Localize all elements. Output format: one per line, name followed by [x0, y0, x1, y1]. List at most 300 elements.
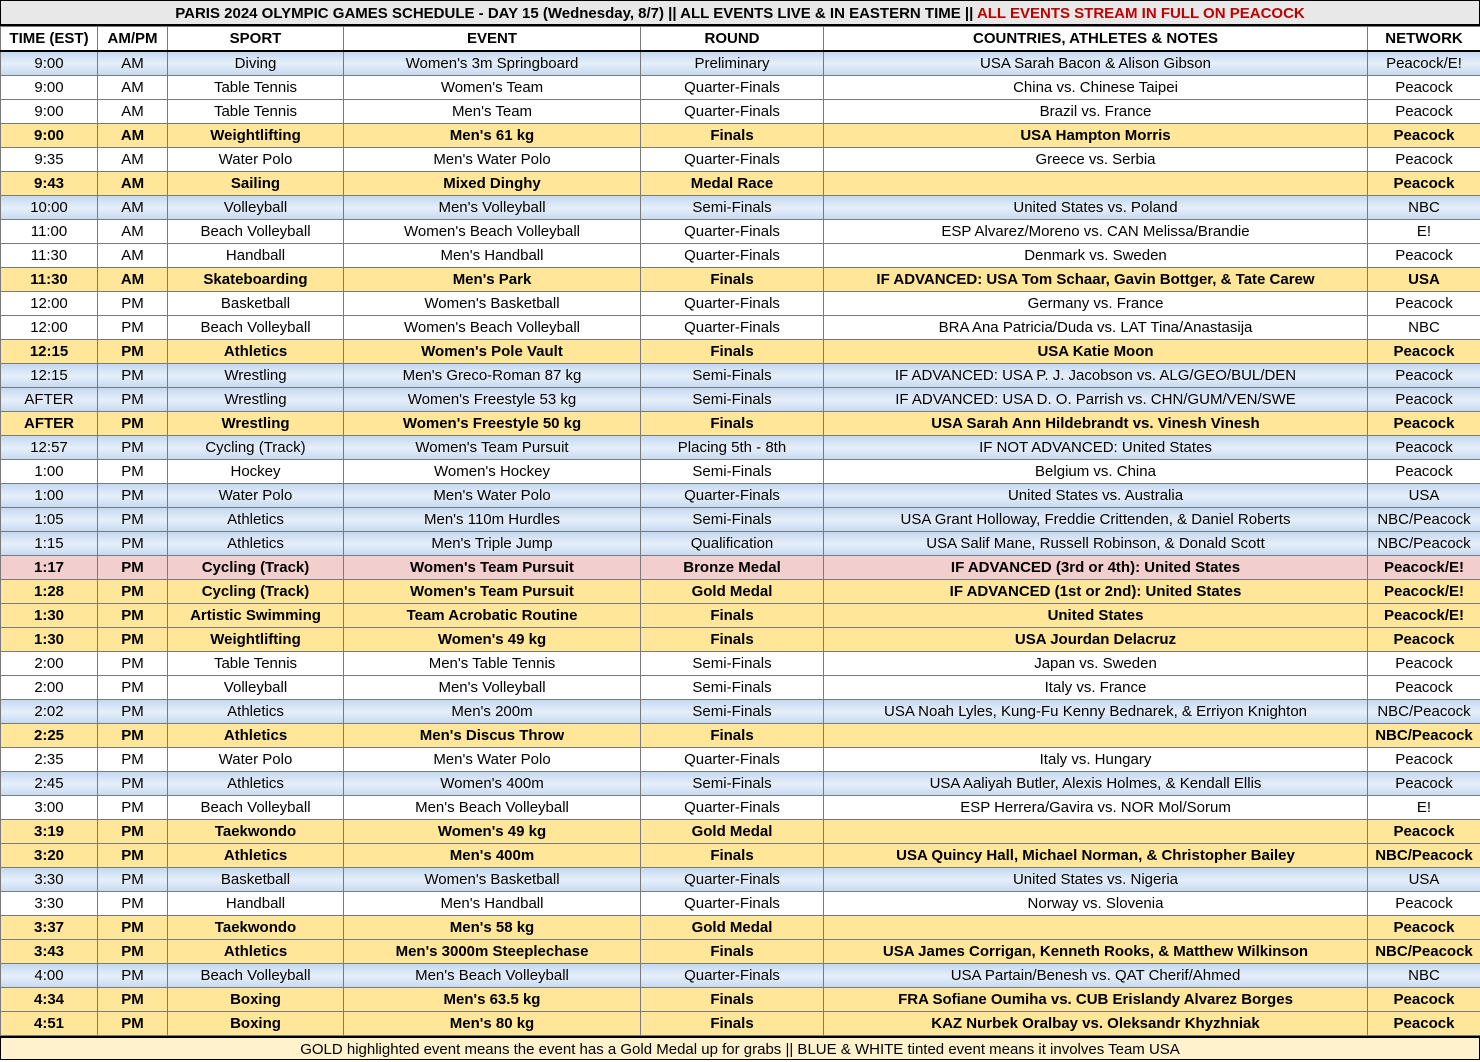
cell-round: Quarter-Finals [641, 964, 824, 988]
cell-round: Semi-Finals [641, 652, 824, 676]
cell-network: NBC [1368, 964, 1480, 988]
cell-sport: Hockey [168, 460, 344, 484]
cell-round: Quarter-Finals [641, 316, 824, 340]
cell-round: Gold Medal [641, 580, 824, 604]
cell-ampm: PM [98, 964, 168, 988]
cell-notes: IF ADVANCED: USA D. O. Parrish vs. CHN/GUM/VEN/SWE [824, 388, 1368, 412]
cell-sport: Volleyball [168, 196, 344, 220]
cell-network: NBC/Peacock [1368, 532, 1480, 556]
cell-event: Team Acrobatic Routine [344, 604, 641, 628]
table-row [1, 796, 1480, 820]
cell-event: Men's 400m [344, 844, 641, 868]
cell-network: Peacock [1368, 988, 1480, 1012]
cell-round: Finals [641, 844, 824, 868]
cell-network: NBC/Peacock [1368, 700, 1480, 724]
cell-sport: Basketball [168, 292, 344, 316]
cell-sport: Volleyball [168, 676, 344, 700]
cell-network: NBC [1368, 316, 1480, 340]
cell-ampm: PM [98, 844, 168, 868]
cell-network: Peacock [1368, 388, 1480, 412]
cell-sport: Cycling (Track) [168, 580, 344, 604]
cell-event: Women's Beach Volleyball [344, 316, 641, 340]
cell-network: Peacock [1368, 76, 1480, 100]
cell-sport: Athletics [168, 508, 344, 532]
cell-round: Quarter-Finals [641, 484, 824, 508]
cell-ampm: PM [98, 820, 168, 844]
column-header-notes: COUNTRIES, ATHLETES & NOTES [824, 27, 1368, 52]
cell-round: Placing 5th - 8th [641, 436, 824, 460]
cell-sport: Weightlifting [168, 628, 344, 652]
cell-event: Women's Beach Volleyball [344, 220, 641, 244]
cell-ampm: PM [98, 604, 168, 628]
cell-event: Men's Volleyball [344, 196, 641, 220]
cell-time: 3:43 [1, 940, 98, 964]
cell-event: Men's 61 kg [344, 124, 641, 148]
cell-ampm: PM [98, 292, 168, 316]
cell-sport: Athletics [168, 532, 344, 556]
cell-notes: Italy vs. Hungary [824, 748, 1368, 772]
cell-ampm: AM [98, 244, 168, 268]
cell-sport: Water Polo [168, 748, 344, 772]
cell-round: Finals [641, 724, 824, 748]
cell-sport: Boxing [168, 988, 344, 1012]
cell-time: 1:30 [1, 604, 98, 628]
table-row [1, 964, 1480, 988]
cell-ampm: PM [98, 364, 168, 388]
header-row [1, 27, 1480, 52]
column-header-sport: SPORT [168, 27, 344, 52]
cell-time: 9:00 [1, 124, 98, 148]
cell-round: Finals [641, 412, 824, 436]
column-header-time: TIME (EST) [1, 27, 98, 52]
cell-round: Semi-Finals [641, 700, 824, 724]
cell-notes [824, 916, 1368, 940]
table-row [1, 436, 1480, 460]
table-row [1, 868, 1480, 892]
table-row [1, 772, 1480, 796]
cell-network: Peacock [1368, 148, 1480, 172]
cell-time: 1:28 [1, 580, 98, 604]
cell-event: Men's 58 kg [344, 916, 641, 940]
cell-ampm: PM [98, 676, 168, 700]
cell-network: Peacock [1368, 916, 1480, 940]
cell-event: Women's 49 kg [344, 820, 641, 844]
cell-event: Men's Water Polo [344, 748, 641, 772]
cell-notes: United States vs. Nigeria [824, 868, 1368, 892]
cell-event: Women's Basketball [344, 292, 641, 316]
cell-ampm: PM [98, 484, 168, 508]
cell-network: NBC/Peacock [1368, 508, 1480, 532]
cell-time: 9:00 [1, 100, 98, 124]
column-header-round: ROUND [641, 27, 824, 52]
cell-time: 11:00 [1, 220, 98, 244]
cell-time: 12:00 [1, 316, 98, 340]
cell-event: Men's Volleyball [344, 676, 641, 700]
cell-sport: Athletics [168, 844, 344, 868]
table-row [1, 196, 1480, 220]
table-row [1, 556, 1480, 580]
cell-network: Peacock [1368, 172, 1480, 196]
cell-time: 3:19 [1, 820, 98, 844]
table-row [1, 292, 1480, 316]
table-row [1, 244, 1480, 268]
cell-sport: Beach Volleyball [168, 316, 344, 340]
cell-time: 3:20 [1, 844, 98, 868]
cell-event: Women's Freestyle 50 kg [344, 412, 641, 436]
cell-notes: USA Sarah Ann Hildebrandt vs. Vinesh Vinesh [824, 412, 1368, 436]
cell-notes [824, 172, 1368, 196]
cell-network: Peacock [1368, 412, 1480, 436]
cell-notes: USA Grant Holloway, Freddie Crittenden, & Daniel Roberts [824, 508, 1368, 532]
cell-ampm: AM [98, 172, 168, 196]
table-row [1, 1012, 1480, 1036]
cell-ampm: AM [98, 220, 168, 244]
cell-round: Finals [641, 1012, 824, 1036]
cell-round: Quarter-Finals [641, 892, 824, 916]
cell-ampm: PM [98, 556, 168, 580]
cell-time: 1:30 [1, 628, 98, 652]
cell-time: AFTER [1, 388, 98, 412]
cell-round: Finals [641, 604, 824, 628]
cell-event: Women's Team Pursuit [344, 580, 641, 604]
cell-time: 1:00 [1, 484, 98, 508]
table-row [1, 412, 1480, 436]
cell-network: Peacock [1368, 244, 1480, 268]
cell-event: Women's Team [344, 76, 641, 100]
cell-event: Men's Water Polo [344, 484, 641, 508]
cell-time: 3:30 [1, 892, 98, 916]
cell-round: Bronze Medal [641, 556, 824, 580]
cell-time: AFTER [1, 412, 98, 436]
cell-ampm: PM [98, 580, 168, 604]
cell-ampm: PM [98, 892, 168, 916]
table-row [1, 844, 1480, 868]
cell-time: 12:15 [1, 364, 98, 388]
cell-sport: Taekwondo [168, 820, 344, 844]
cell-notes: IF ADVANCED (1st or 2nd): United States [824, 580, 1368, 604]
cell-sport: Athletics [168, 772, 344, 796]
cell-network: NBC [1368, 196, 1480, 220]
cell-time: 1:17 [1, 556, 98, 580]
cell-round: Semi-Finals [641, 460, 824, 484]
cell-round: Qualification [641, 532, 824, 556]
cell-network: Peacock/E! [1368, 556, 1480, 580]
cell-event: Women's Hockey [344, 460, 641, 484]
cell-time: 3:30 [1, 868, 98, 892]
cell-event: Men's Beach Volleyball [344, 796, 641, 820]
cell-ampm: PM [98, 508, 168, 532]
cell-ampm: PM [98, 772, 168, 796]
cell-round: Semi-Finals [641, 388, 824, 412]
cell-round: Quarter-Finals [641, 748, 824, 772]
cell-notes: Brazil vs. France [824, 100, 1368, 124]
cell-sport: Cycling (Track) [168, 436, 344, 460]
cell-network: Peacock/E! [1368, 604, 1480, 628]
cell-time: 12:57 [1, 436, 98, 460]
cell-ampm: PM [98, 916, 168, 940]
table-row [1, 652, 1480, 676]
cell-time: 4:51 [1, 1012, 98, 1036]
cell-ampm: AM [98, 51, 168, 76]
cell-sport: Handball [168, 244, 344, 268]
cell-sport: Beach Volleyball [168, 220, 344, 244]
cell-time: 2:35 [1, 748, 98, 772]
cell-notes: FRA Sofiane Oumiha vs. CUB Erislandy Alvarez Borges [824, 988, 1368, 1012]
cell-round: Finals [641, 340, 824, 364]
cell-sport: Diving [168, 51, 344, 76]
cell-time: 4:00 [1, 964, 98, 988]
cell-event: Men's Discus Throw [344, 724, 641, 748]
cell-sport: Table Tennis [168, 100, 344, 124]
cell-ampm: PM [98, 700, 168, 724]
cell-ampm: PM [98, 748, 168, 772]
table-row [1, 340, 1480, 364]
cell-ampm: PM [98, 940, 168, 964]
cell-ampm: AM [98, 148, 168, 172]
table-row [1, 940, 1480, 964]
table-row [1, 148, 1480, 172]
cell-network: E! [1368, 220, 1480, 244]
table-row [1, 220, 1480, 244]
cell-sport: Water Polo [168, 148, 344, 172]
cell-network: Peacock [1368, 364, 1480, 388]
schedule-table [0, 26, 1480, 1036]
cell-notes: IF ADVANCED (3rd or 4th): United States [824, 556, 1368, 580]
cell-round: Semi-Finals [641, 364, 824, 388]
cell-ampm: PM [98, 652, 168, 676]
cell-notes: IF NOT ADVANCED: United States [824, 436, 1368, 460]
table-row [1, 676, 1480, 700]
cell-ampm: PM [98, 412, 168, 436]
cell-event: Men's 200m [344, 700, 641, 724]
cell-time: 2:02 [1, 700, 98, 724]
cell-round: Quarter-Finals [641, 244, 824, 268]
cell-network: Peacock [1368, 652, 1480, 676]
cell-event: Women's 3m Springboard [344, 51, 641, 76]
cell-event: Women's 400m [344, 772, 641, 796]
cell-round: Quarter-Finals [641, 292, 824, 316]
column-header-event: EVENT [344, 27, 641, 52]
cell-network: Peacock [1368, 100, 1480, 124]
cell-ampm: PM [98, 988, 168, 1012]
table-row [1, 316, 1480, 340]
cell-sport: Athletics [168, 940, 344, 964]
cell-ampm: PM [98, 340, 168, 364]
cell-network: USA [1368, 268, 1480, 292]
table-row [1, 580, 1480, 604]
cell-ampm: PM [98, 868, 168, 892]
cell-round: Medal Race [641, 172, 824, 196]
table-row [1, 916, 1480, 940]
cell-sport: Handball [168, 892, 344, 916]
cell-sport: Sailing [168, 172, 344, 196]
cell-event: Women's Basketball [344, 868, 641, 892]
table-row [1, 820, 1480, 844]
cell-notes: USA Noah Lyles, Kung-Fu Kenny Bednarek, & Erriyon Knighton [824, 700, 1368, 724]
cell-event: Women's 49 kg [344, 628, 641, 652]
cell-notes: USA Hampton Morris [824, 124, 1368, 148]
cell-event: Men's Team [344, 100, 641, 124]
table-row [1, 724, 1480, 748]
cell-network: USA [1368, 868, 1480, 892]
cell-ampm: PM [98, 628, 168, 652]
table-row [1, 460, 1480, 484]
cell-ampm: AM [98, 76, 168, 100]
cell-time: 12:15 [1, 340, 98, 364]
table-row [1, 988, 1480, 1012]
cell-round: Quarter-Finals [641, 868, 824, 892]
cell-sport: Boxing [168, 1012, 344, 1036]
cell-sport: Water Polo [168, 484, 344, 508]
cell-time: 2:00 [1, 652, 98, 676]
cell-sport: Wrestling [168, 412, 344, 436]
cell-event: Men's Water Polo [344, 148, 641, 172]
cell-notes: Denmark vs. Sweden [824, 244, 1368, 268]
cell-notes: KAZ Nurbek Oralbay vs. Oleksandr Khyzhniak [824, 1012, 1368, 1036]
cell-notes: USA Katie Moon [824, 340, 1368, 364]
cell-sport: Table Tennis [168, 652, 344, 676]
cell-round: Semi-Finals [641, 196, 824, 220]
cell-notes: ESP Herrera/Gavira vs. NOR Mol/Sorum [824, 796, 1368, 820]
cell-sport: Athletics [168, 700, 344, 724]
cell-round: Gold Medal [641, 916, 824, 940]
cell-notes: IF ADVANCED: USA Tom Schaar, Gavin Bottger, & Tate Carew [824, 268, 1368, 292]
table-row [1, 748, 1480, 772]
cell-network: Peacock [1368, 460, 1480, 484]
cell-network: USA [1368, 484, 1480, 508]
cell-notes: Germany vs. France [824, 292, 1368, 316]
cell-event: Men's Triple Jump [344, 532, 641, 556]
cell-network: Peacock [1368, 892, 1480, 916]
table-row [1, 388, 1480, 412]
cell-round: Finals [641, 268, 824, 292]
cell-event: Men's 80 kg [344, 1012, 641, 1036]
cell-network: E! [1368, 796, 1480, 820]
table-row [1, 508, 1480, 532]
table-row [1, 892, 1480, 916]
cell-event: Women's Team Pursuit [344, 556, 641, 580]
cell-event: Men's 63.5 kg [344, 988, 641, 1012]
cell-sport: Beach Volleyball [168, 796, 344, 820]
cell-event: Men's Table Tennis [344, 652, 641, 676]
cell-ampm: PM [98, 388, 168, 412]
cell-sport: Athletics [168, 724, 344, 748]
cell-sport: Wrestling [168, 364, 344, 388]
cell-network: NBC/Peacock [1368, 844, 1480, 868]
cell-sport: Athletics [168, 340, 344, 364]
table-body [1, 51, 1480, 1036]
cell-round: Finals [641, 940, 824, 964]
cell-time: 9:35 [1, 148, 98, 172]
cell-network: Peacock [1368, 748, 1480, 772]
cell-time: 9:00 [1, 51, 98, 76]
cell-event: Men's Handball [344, 892, 641, 916]
title-main-text: PARIS 2024 OLYMPIC GAMES SCHEDULE - DAY 15 (Wednesday, 8/7) || ALL EVENTS LIVE & IN EASTERN TIME || [175, 5, 977, 22]
cell-round: Semi-Finals [641, 772, 824, 796]
cell-event: Women's Freestyle 53 kg [344, 388, 641, 412]
cell-notes: United States vs. Poland [824, 196, 1368, 220]
cell-network: Peacock [1368, 124, 1480, 148]
table-row [1, 76, 1480, 100]
cell-sport: Wrestling [168, 388, 344, 412]
cell-network: Peacock [1368, 340, 1480, 364]
cell-ampm: PM [98, 436, 168, 460]
cell-ampm: PM [98, 316, 168, 340]
cell-sport: Beach Volleyball [168, 964, 344, 988]
cell-notes: ESP Alvarez/Moreno vs. CAN Melissa/Brandie [824, 220, 1368, 244]
cell-event: Mixed Dinghy [344, 172, 641, 196]
cell-notes: United States [824, 604, 1368, 628]
cell-notes: United States vs. Australia [824, 484, 1368, 508]
cell-time: 11:30 [1, 268, 98, 292]
column-header-network: NETWORK [1368, 27, 1480, 52]
cell-network: Peacock/E! [1368, 51, 1480, 76]
cell-ampm: AM [98, 196, 168, 220]
legend-footer: GOLD highlighted event means the event has a Gold Medal up for grabs || BLUE & WHITE tinted event means it involves Team USA [0, 1036, 1480, 1060]
cell-ampm: PM [98, 532, 168, 556]
cell-time: 10:00 [1, 196, 98, 220]
table-header [1, 27, 1480, 52]
cell-time: 2:00 [1, 676, 98, 700]
cell-notes: USA Salif Mane, Russell Robinson, & Donald Scott [824, 532, 1368, 556]
cell-time: 1:00 [1, 460, 98, 484]
cell-round: Finals [641, 124, 824, 148]
cell-round: Gold Medal [641, 820, 824, 844]
table-row [1, 484, 1480, 508]
cell-sport: Taekwondo [168, 916, 344, 940]
cell-time: 4:34 [1, 988, 98, 1012]
cell-round: Finals [641, 628, 824, 652]
cell-notes: China vs. Chinese Taipei [824, 76, 1368, 100]
cell-round: Finals [641, 988, 824, 1012]
cell-notes: Belgium vs. China [824, 460, 1368, 484]
cell-ampm: AM [98, 124, 168, 148]
cell-notes: USA Jourdan Delacruz [824, 628, 1368, 652]
cell-network: Peacock [1368, 1012, 1480, 1036]
cell-notes: BRA Ana Patricia/Duda vs. LAT Tina/Anastasija [824, 316, 1368, 340]
cell-notes: USA James Corrigan, Kenneth Rooks, & Matthew Wilkinson [824, 940, 1368, 964]
cell-round: Quarter-Finals [641, 796, 824, 820]
cell-network: NBC/Peacock [1368, 724, 1480, 748]
cell-notes: USA Sarah Bacon & Alison Gibson [824, 51, 1368, 76]
cell-sport: Artistic Swimming [168, 604, 344, 628]
cell-round: Quarter-Finals [641, 76, 824, 100]
cell-round: Preliminary [641, 51, 824, 76]
table-row [1, 124, 1480, 148]
cell-event: Men's 110m Hurdles [344, 508, 641, 532]
cell-time: 3:00 [1, 796, 98, 820]
cell-notes: IF ADVANCED: USA P. J. Jacobson vs. ALG/GEO/BUL/DEN [824, 364, 1368, 388]
cell-notes: Norway vs. Slovenia [824, 892, 1368, 916]
cell-round: Quarter-Finals [641, 148, 824, 172]
cell-event: Men's Beach Volleyball [344, 964, 641, 988]
table-row [1, 532, 1480, 556]
cell-time: 2:25 [1, 724, 98, 748]
cell-event: Men's Handball [344, 244, 641, 268]
cell-network: Peacock [1368, 676, 1480, 700]
cell-time: 12:00 [1, 292, 98, 316]
table-row [1, 100, 1480, 124]
cell-ampm: AM [98, 100, 168, 124]
cell-ampm: PM [98, 796, 168, 820]
cell-notes [824, 820, 1368, 844]
cell-notes: Greece vs. Serbia [824, 148, 1368, 172]
cell-network: Peacock/E! [1368, 580, 1480, 604]
cell-notes: Japan vs. Sweden [824, 652, 1368, 676]
cell-notes [824, 724, 1368, 748]
cell-ampm: PM [98, 1012, 168, 1036]
cell-round: Semi-Finals [641, 508, 824, 532]
